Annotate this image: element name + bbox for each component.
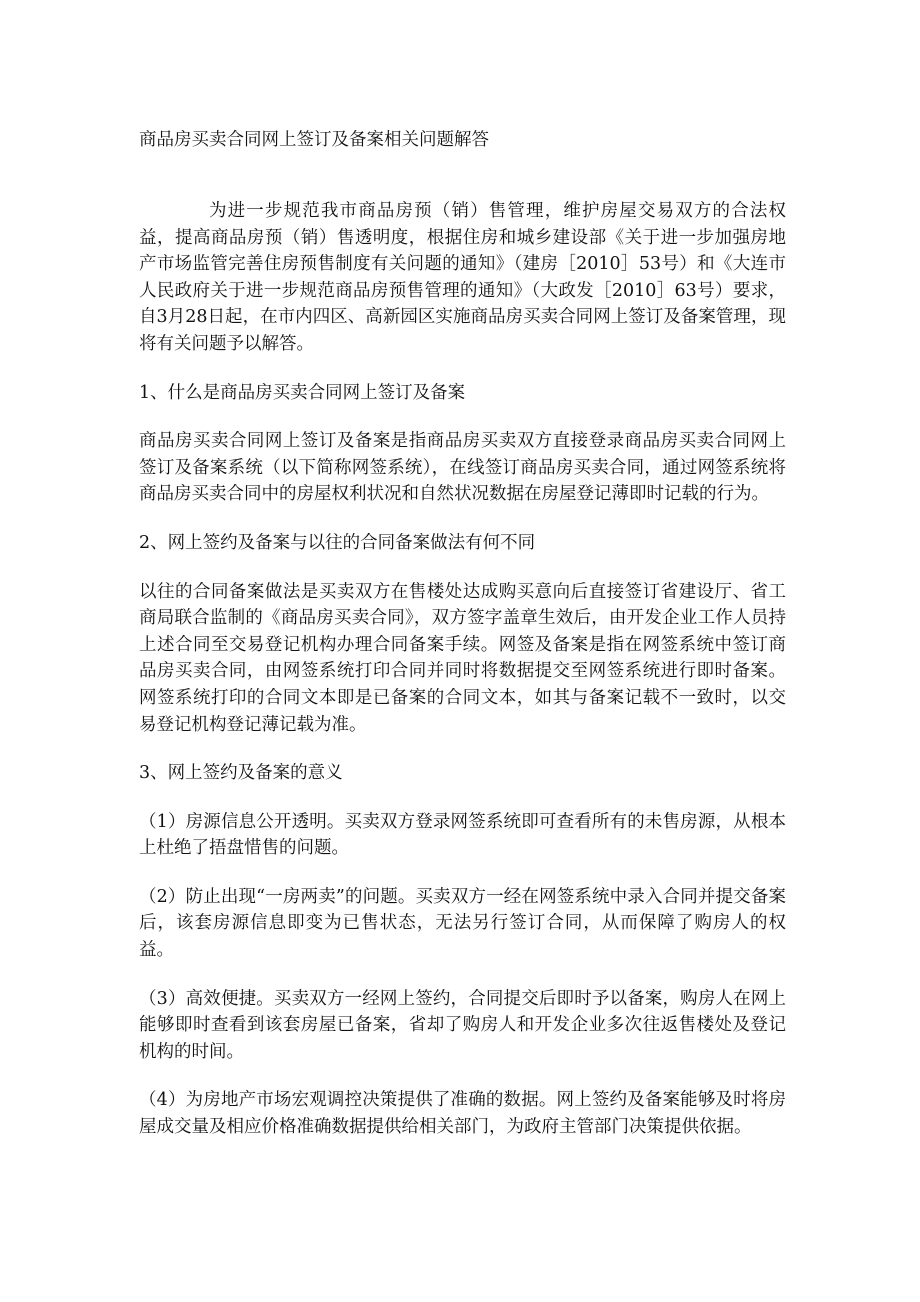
section-3-paragraph-1: （1）房源信息公开透明。买卖双方登录网签系统即可查看所有的未售房源，从根本上杜绝了捂盘惜售的问题。 xyxy=(139,811,786,859)
spacer xyxy=(139,787,786,809)
section-1-paragraph-1: 商品房买卖合同网上签订及备案是指商品房买卖双方直接登录商品房买卖合同网上签订及备案系统（以下简称网签系统），在线签订商品房买卖合同，通过网签系统将商品房买卖合同中的房屋权利状况和自然状况数据在房屋登记薄即时记载的行为。 xyxy=(139,431,786,505)
section-heading-1: 1、什么是商品房买卖合同网上签订及备案 xyxy=(139,382,466,403)
spacer xyxy=(139,738,786,760)
document-title: 商品房买卖合同网上签订及备案相关问题解答 xyxy=(139,130,489,150)
spacer xyxy=(139,406,786,428)
section-2-paragraph-1: 以往的合同备案做法是买卖双方在售楼处达成购买意向后直接签订省建设厅、省工商局联合监制的《商品房买卖合同》，双方签字盖章生效后，由开发企业工作人员持上述合同至交易登记机构办理合同备案手续。网签及备案是指在网签系统中签订商品房买卖合同，由网签系统打印合同并同时将数据提交至网签系统进行即时备案。网签系统打印的合同文本即是已备案的合同文本，如其与备案记载不一致时，以交易登记机构登记薄记载为准。 xyxy=(139,581,786,735)
section-3-paragraph-2: （2）防止出现“一房两卖”的问题。买卖双方一经在网签系统中录入合同并提交备案后，该套房源信息即变为已售状态，无法另行签订合同，从而保障了购房人的权益。 xyxy=(139,886,786,961)
document-page xyxy=(139,128,786,1141)
section-3-paragraph-3: （3）高效便捷。买卖双方一经网上签约，合同提交后即时予以备案，购房人在网上能够即时查看到该套房屋已备案，省却了购房人和开发企业多次往返售楼处及登记机构的时间。 xyxy=(139,988,786,1062)
spacer xyxy=(139,862,786,884)
spacer xyxy=(139,358,786,380)
section-heading-2: 2、网上签约及备案与以往的合同备案做法有何不同 xyxy=(139,532,536,553)
section-heading-3: 3、网上签约及备案的意义 xyxy=(139,763,343,784)
intro-paragraph: 为进一步规范我市商品房预（销）售管理，维护房屋交易双方的合法权益，提高商品房预（销）售透明度，根据住房和城乡建设部《关于进一步加强房地产市场监管完善住房预售制度有关问题的通知》（建房［2010］53号）和《大连市人民政府关于进一步规范商品房预售管理的通知》（大政发［2010］63号）要求，自3月28日起，在市内四区、高新园区实施商品房买卖合同网上签订及备案管理，现将有关问题予以解答。 xyxy=(139,201,786,354)
section-3-paragraph-4: （4）为房地产市场宏观调控决策提供了准确的数据。网上签约及备案能够及时将房屋成交量及相应价格准确数据提供给相关部门，为政府主管部门决策提供依据。 xyxy=(139,1090,786,1138)
spacer xyxy=(139,964,786,986)
spacer xyxy=(139,557,786,579)
spacer xyxy=(139,1065,786,1087)
spacer xyxy=(139,508,786,530)
